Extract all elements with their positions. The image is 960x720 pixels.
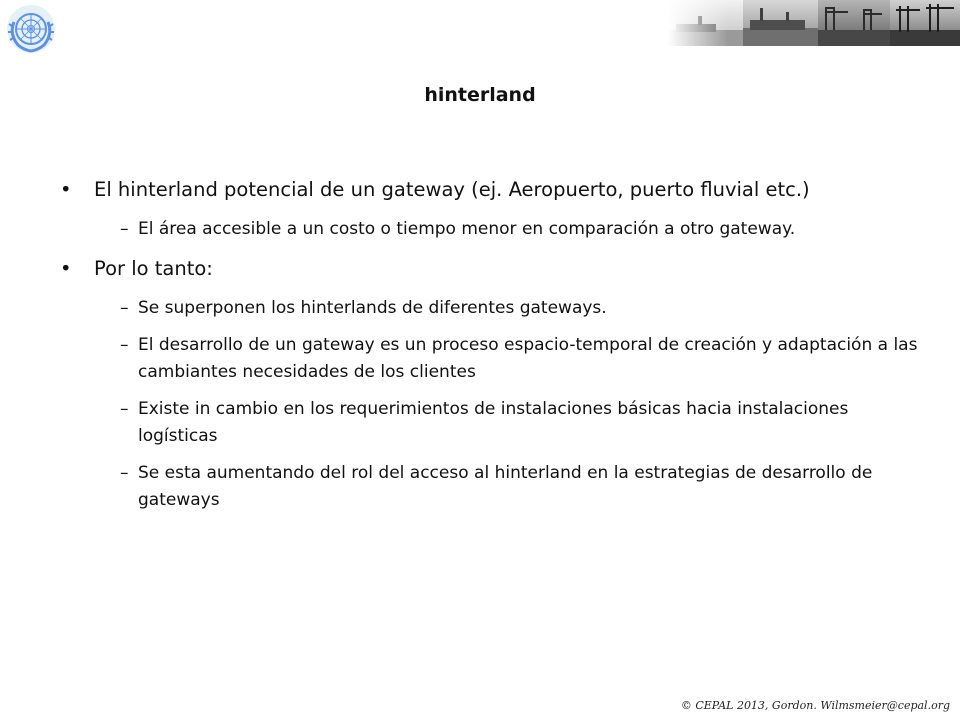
dash-marker: – bbox=[120, 335, 129, 355]
bullet-item bbox=[60, 253, 920, 285]
slide-content bbox=[60, 174, 920, 524]
sub-bullet-item bbox=[60, 295, 920, 322]
sub-bullet-item bbox=[60, 396, 920, 450]
sub-bullet-text: El desarrollo de un gateway es un proceso espacio-temporal de creación y adaptación a las cambiantes necesidades de los clientes bbox=[138, 335, 918, 382]
sub-bullet-item bbox=[60, 216, 920, 243]
un-emblem-icon bbox=[6, 4, 56, 54]
sub-bullet-text: Existe in cambio en los requerimientos de instalaciones básicas hacia instalaciones logísticas bbox=[138, 399, 849, 446]
dash-marker: – bbox=[120, 463, 129, 483]
sub-bullet-text: Se superponen los hinterlands de diferentes gateways. bbox=[138, 298, 607, 318]
sub-bullet-item bbox=[60, 460, 920, 514]
dash-marker: – bbox=[120, 298, 129, 318]
dash-marker: – bbox=[120, 399, 129, 419]
slide-title: hinterland bbox=[424, 84, 536, 106]
bullet-marker: • bbox=[60, 257, 72, 280]
bullet-text: El hinterland potencial de un gateway (ej. Aeropuerto, puerto fluvial etc.) bbox=[94, 178, 810, 201]
dash-marker: – bbox=[120, 219, 129, 239]
sub-bullet-text: Se esta aumentando del rol del acceso al hinterland en la estrategias de desarrollo de gateways bbox=[138, 463, 873, 510]
bullet-item bbox=[60, 174, 920, 206]
sub-bullet-text: El área accesible a un costo o tiempo menor en comparación a otro gateway. bbox=[138, 219, 796, 239]
bullet-text: Por lo tanto: bbox=[94, 257, 213, 280]
footer-credit: © CEPAL 2013, Gordon. Wilmsmeier@cepal.org bbox=[680, 699, 950, 712]
bullet-marker: • bbox=[60, 178, 72, 201]
sub-bullet-item bbox=[60, 332, 920, 386]
port-photo-strip bbox=[668, 0, 960, 46]
